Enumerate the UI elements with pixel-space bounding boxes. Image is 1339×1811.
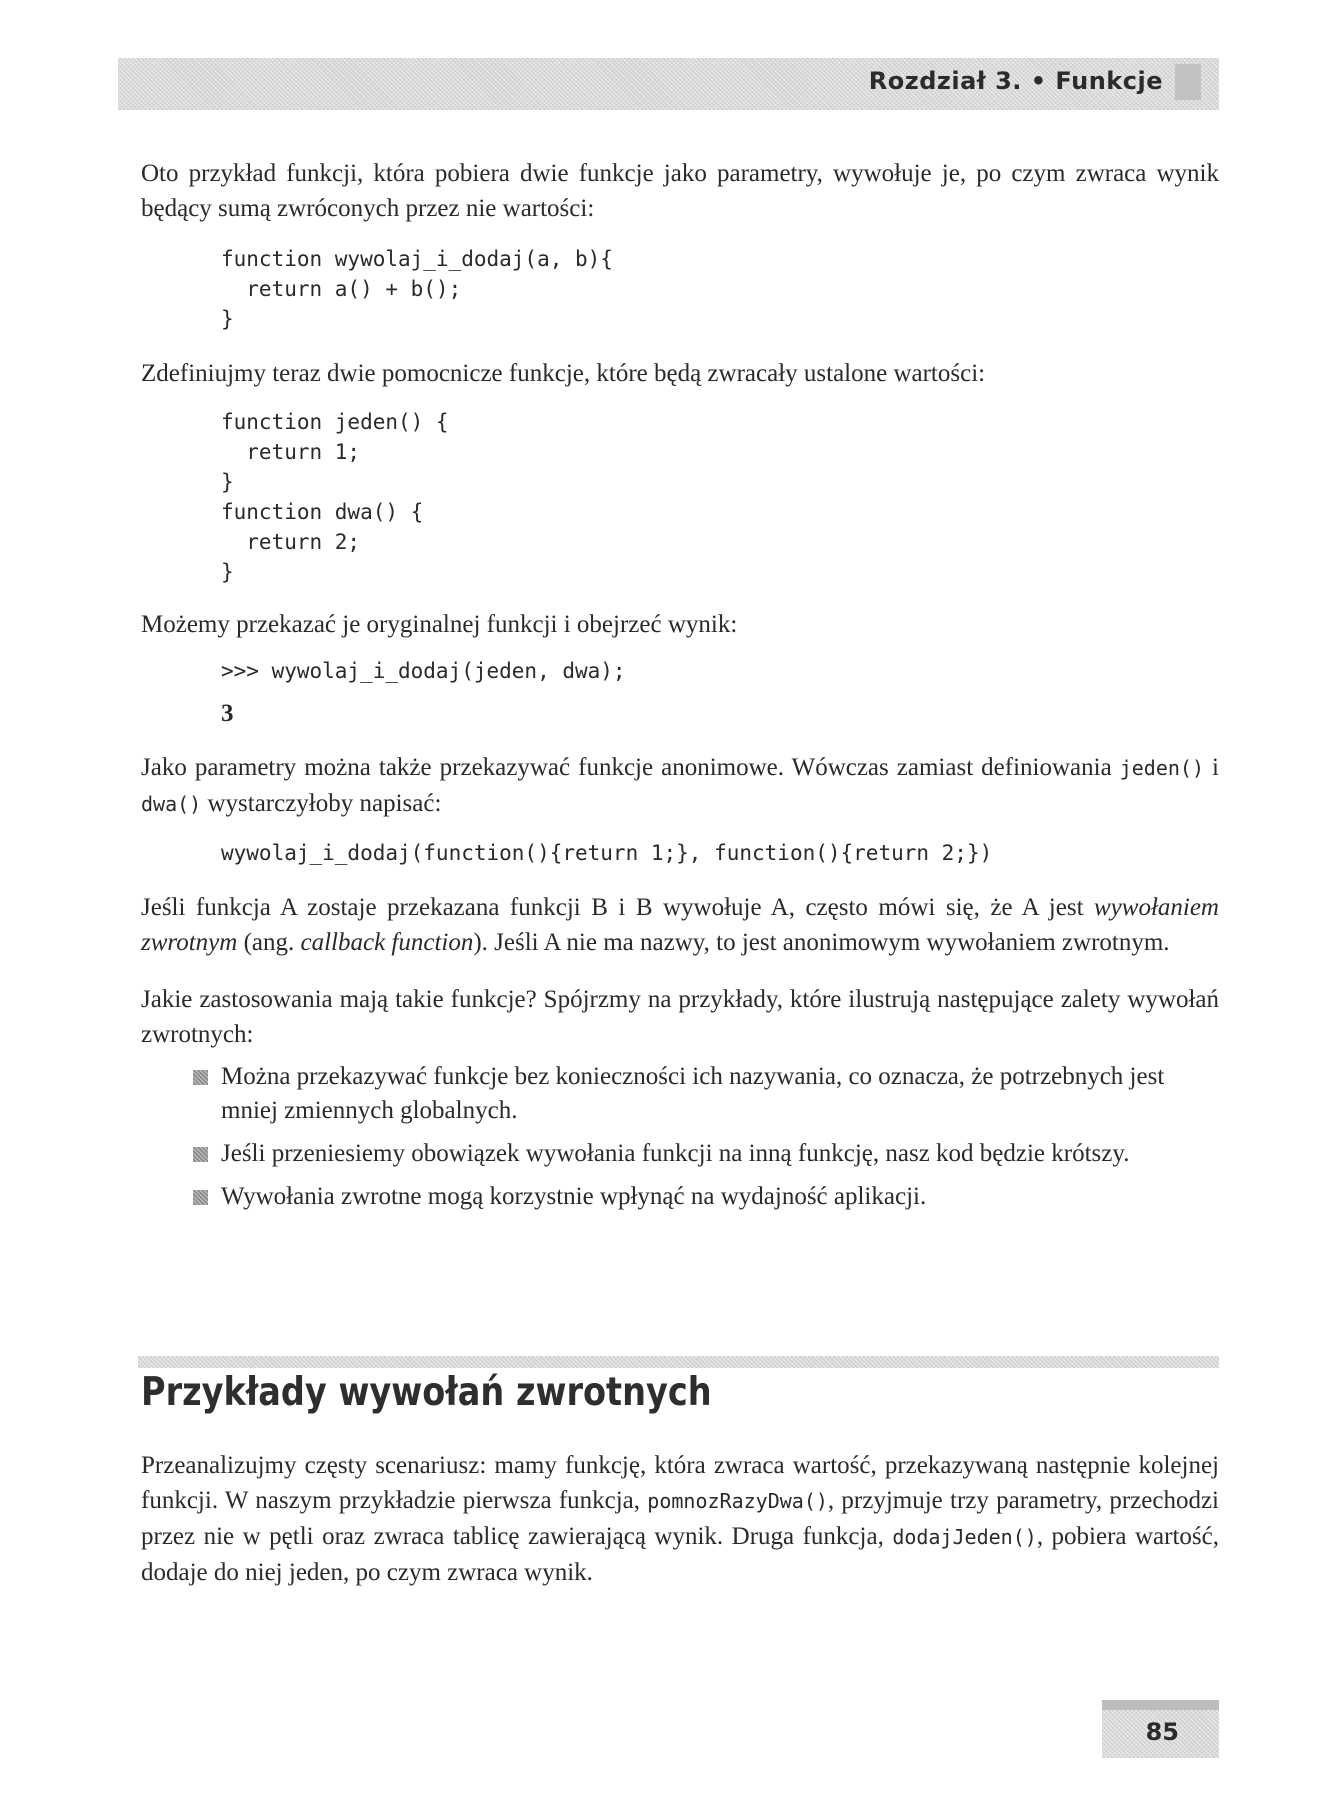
code-block-call: >>> wywolaj_i_dodaj(jeden, dwa);: [221, 659, 626, 683]
running-header: [118, 58, 1219, 110]
chapter-title: Rozdział 3. • Funkcje: [868, 67, 1163, 95]
inline-code-dwa: dwa(): [141, 792, 202, 816]
header-tab-marker: [1175, 64, 1201, 100]
section-heading: Przykłady wywołań zwrotnych: [141, 1370, 712, 1415]
bullet-square-icon: [193, 1147, 208, 1162]
inline-code-dodaj: dodajJeden(): [892, 1525, 1037, 1549]
advantages-list: [141, 1060, 1219, 1214]
list-item: Wywołania zwrotne mogą korzystnie wpłynąć na wydajność aplikacji.: [221, 1180, 1219, 1214]
section-content: [141, 1448, 1219, 1590]
section-divider: [138, 1356, 1219, 1368]
paragraph-scenario: Przeanalizujmy częsty scenariusz: mamy funkcję, która zwraca wartość, przekazywaną następnie kolejnej funkcji. W naszym przykładzie pierwsza funkcja, pomnozRazyDwa(), przyjmuje trzy parametry, przechodzi przez nie w pętli oraz zwraca tablicę zawierającą wynik. Druga funkcja, dodajJeden(), pobiera wartość, dodaje do niej jeden, po czym zwraca wynik.: [141, 1452, 1219, 1586]
code-block-anonymous: wywolaj_i_dodaj(function(){return 1;}, function(){return 2;}): [221, 841, 993, 865]
result-value: 3: [221, 700, 234, 727]
code-block-wywolaj: function wywolaj_i_dodaj(a, b){ return a() + b(); }: [221, 247, 613, 331]
paragraph-intro: Oto przykład funkcji, która pobiera dwie funkcje jako parametry, wywołuje je, po czym zwraca wynik będący sumą zwróconych przez nie wartości:: [141, 160, 1219, 222]
list-item: Jeśli przeniesiemy obowiązek wywołania funkcji na inną funkcję, nasz kod będzie krótszy.: [221, 1137, 1219, 1171]
main-content: [141, 156, 1219, 1223]
bullet-square-icon: [193, 1070, 208, 1085]
paragraph-pass: Możemy przekazać je oryginalnej funkcji i obejrzeć wynik:: [141, 611, 738, 638]
inline-code-pomnoz: pomnozRazyDwa(): [647, 1489, 828, 1513]
paragraph-helpers: Zdefiniujmy teraz dwie pomocnicze funkcje, które będą zwracały ustalone wartości:: [141, 360, 986, 387]
paragraph-advantages: Jakie zastosowania mają takie funkcje? Spójrzmy na przykłady, które ilustrują następujące zalety wywołań zwrotnych:: [141, 986, 1219, 1048]
bullet-square-icon: [193, 1190, 208, 1205]
list-item: Można przekazywać funkcje bez konieczności ich nazywania, co oznacza, że potrzebnych jest mniej zmiennych globalnych.: [221, 1060, 1219, 1128]
page-number-strip: [1102, 1700, 1219, 1710]
paragraph-anonymous: Jako parametry można także przekazywać funkcje anonimowe. Wówczas zamiast definiowania jeden() i dwa() wystarczyłoby napisać:: [141, 754, 1219, 817]
inline-code-jeden: jeden(): [1119, 756, 1205, 780]
code-block-helpers: function jeden() { return 1; } function dwa() { return 2; }: [221, 410, 449, 584]
page-number: 85: [1145, 1718, 1179, 1746]
paragraph-callback-definition: Jeśli funkcja A zostaje przekazana funkcji B i B wywołuje A, często mówi się, że A jest wywołaniem zwrotnym (ang. callback function). Jeśli A nie ma nazwy, to jest anonimowym wywołaniem zwrotnym.: [141, 894, 1219, 956]
